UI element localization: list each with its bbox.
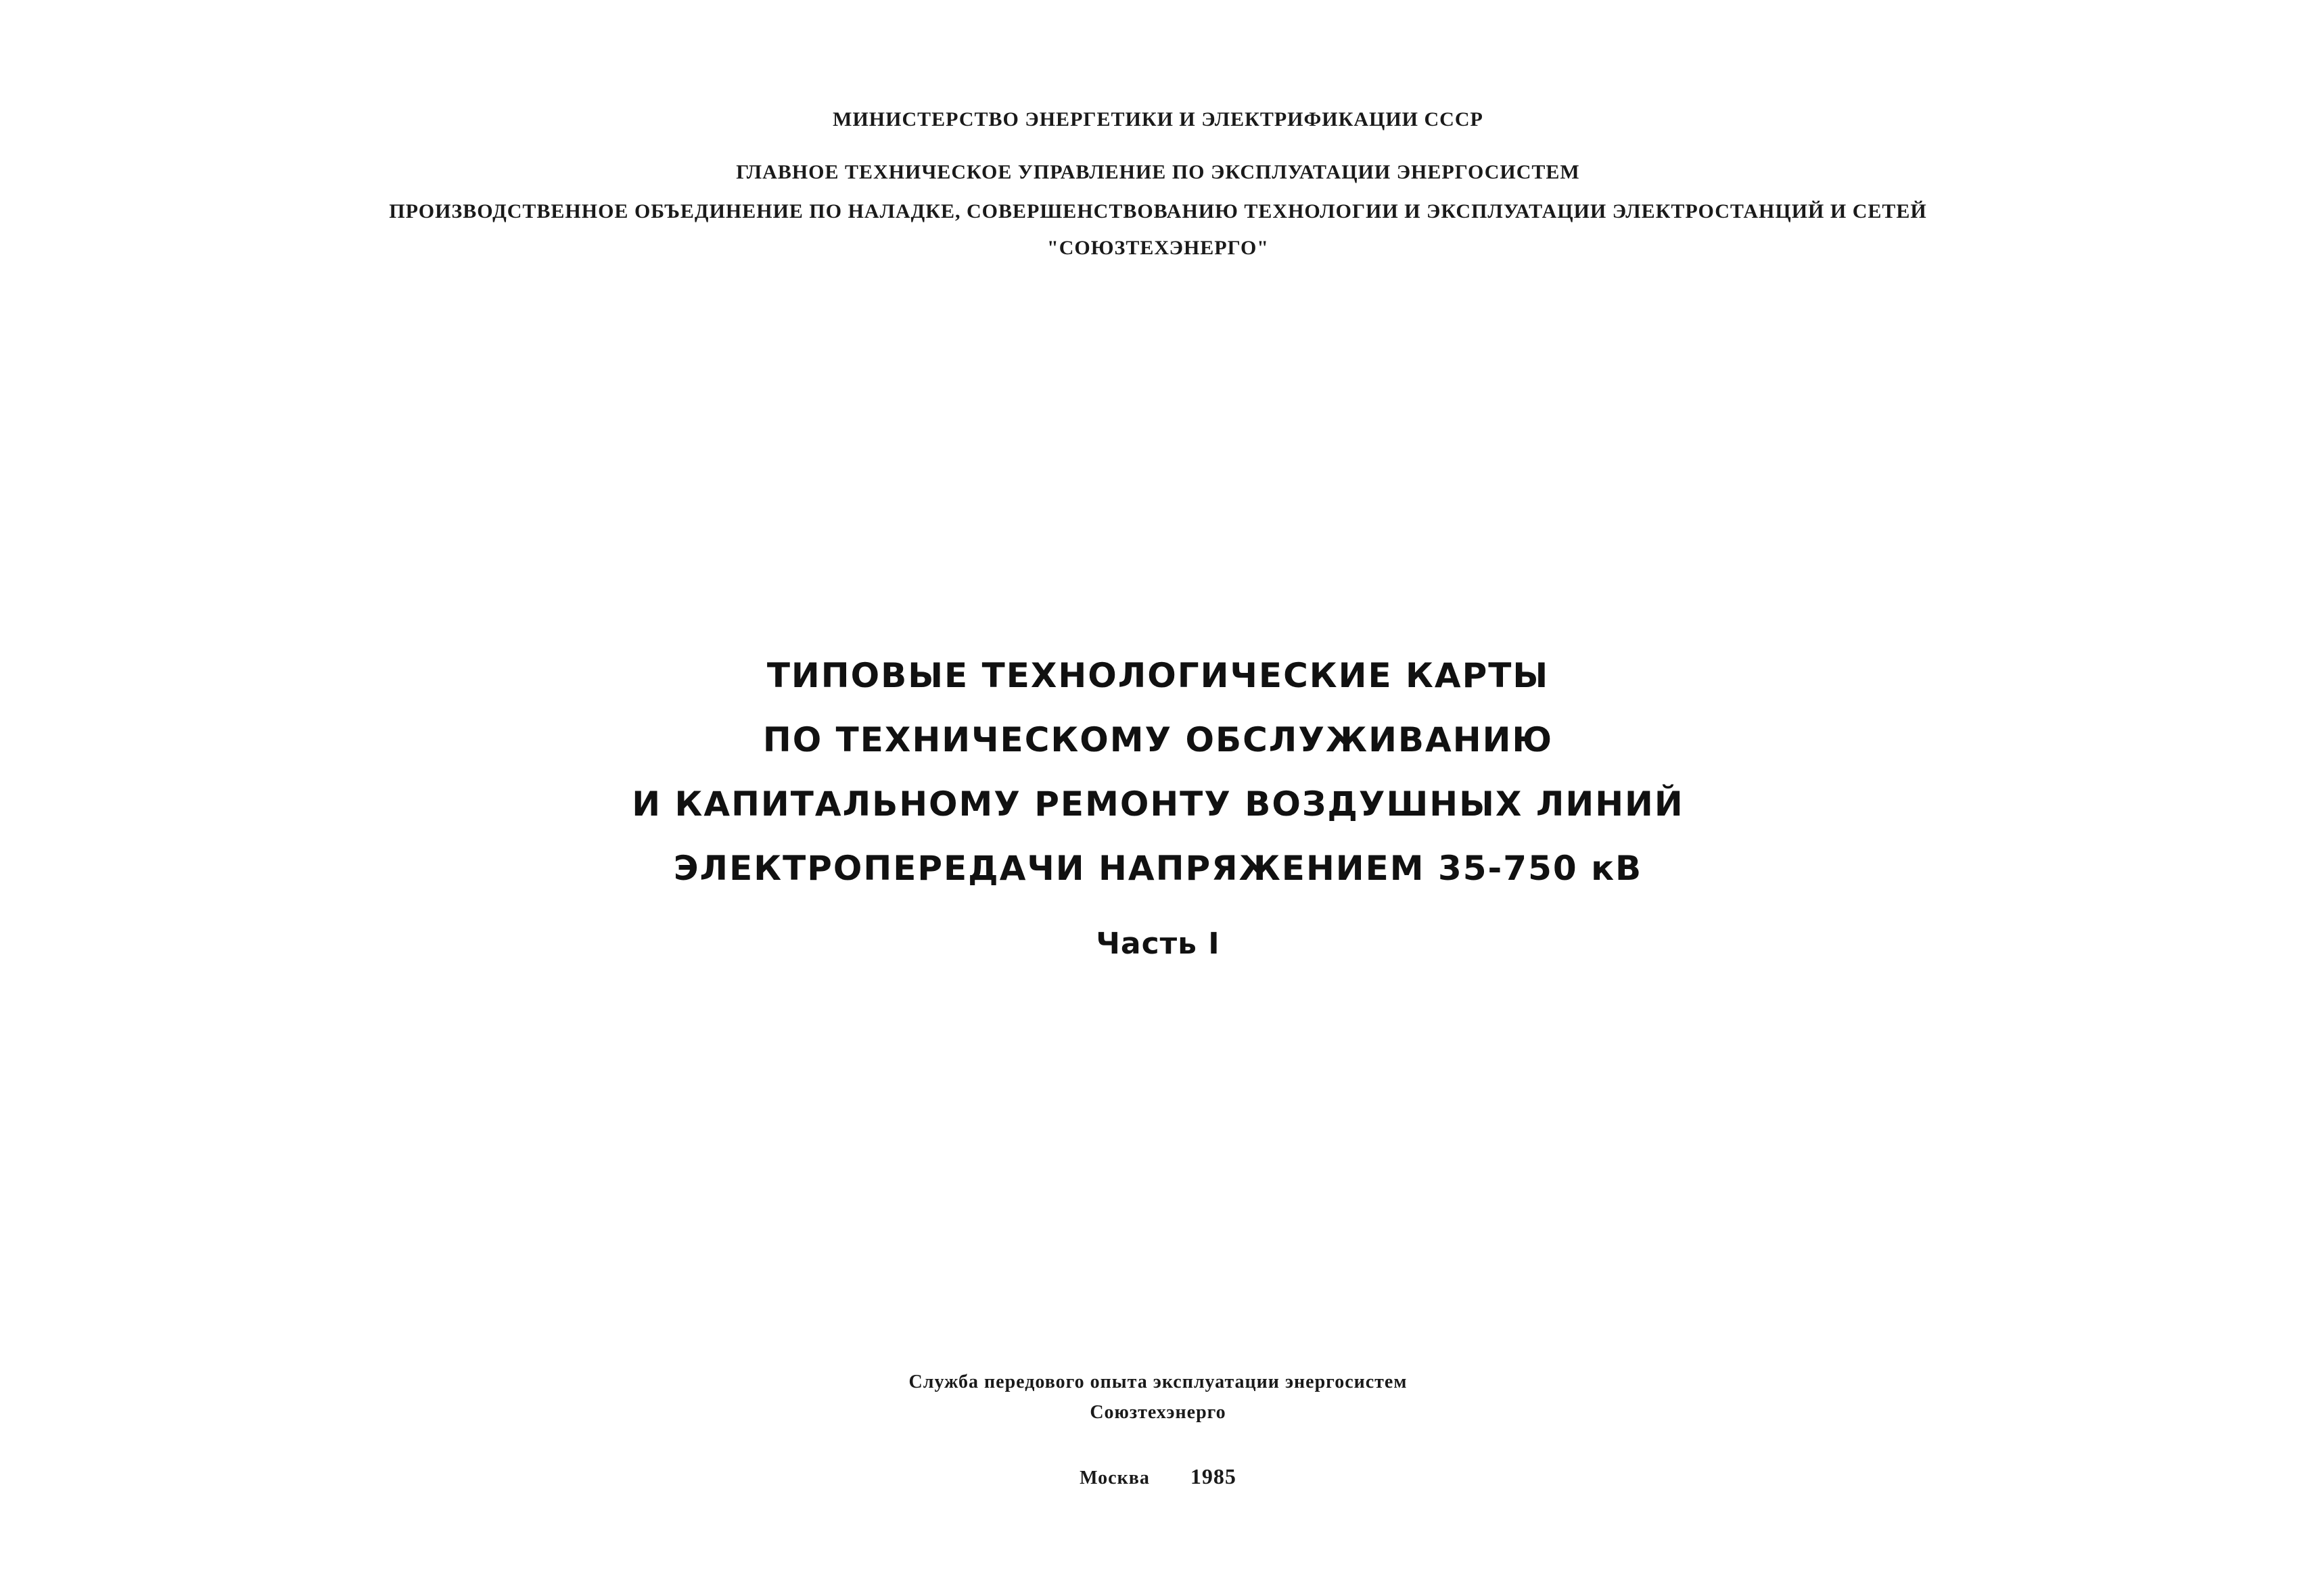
publisher-line: Союзтехэнерго (1090, 1402, 1226, 1423)
document-title-line-3: И КАПИТАЛЬНОМУ РЕМОНТУ ВОЗДУШНЫХ ЛИНИЙ (632, 784, 1684, 824)
year-label: 1985 (1190, 1464, 1236, 1488)
ministry-heading: МИНИСТЕРСТВО ЭНЕРГЕТИКИ И ЭЛЕКТРИФИКАЦИИ СССР (833, 108, 1483, 131)
service-line: Служба передового опыта эксплуатации энергосистем (908, 1371, 1408, 1392)
document-title-line-2: ПО ТЕХНИЧЕСКОМУ ОБСЛУЖИВАНИЮ (762, 720, 1554, 759)
part-label: Часть I (1096, 926, 1220, 961)
association-name: "СОЮЗТЕХЭНЕРГО" (1047, 237, 1269, 259)
association-heading: ПРОИЗВОДСТВЕННОЕ ОБЪЕДИНЕНИЕ ПО НАЛАДКЕ, СОВЕРШЕНСТВОВАНИЮ ТЕХНОЛОГИИ И ЭКСПЛУАТАЦИИ ЭЛЕКТРОСТАНЦИЙ И СЕТЕЙ (389, 200, 1927, 222)
department-heading: ГЛАВНОЕ ТЕХНИЧЕСКОЕ УПРАВЛЕНИЕ ПО ЭКСПЛУАТАЦИИ ЭНЕРГОСИСТЕМ (736, 161, 1580, 183)
city-label: Москва (1080, 1468, 1150, 1488)
imprint-line (0, 1464, 2316, 1489)
document-title-line-4: ЭЛЕКТРОПЕРЕДАЧИ НАПРЯЖЕНИЕМ 35-750 кВ (673, 849, 1643, 888)
document-title-line-1: ТИПОВЫЕ ТЕХНОЛОГИЧЕСКИЕ КАРТЫ (766, 656, 1550, 695)
